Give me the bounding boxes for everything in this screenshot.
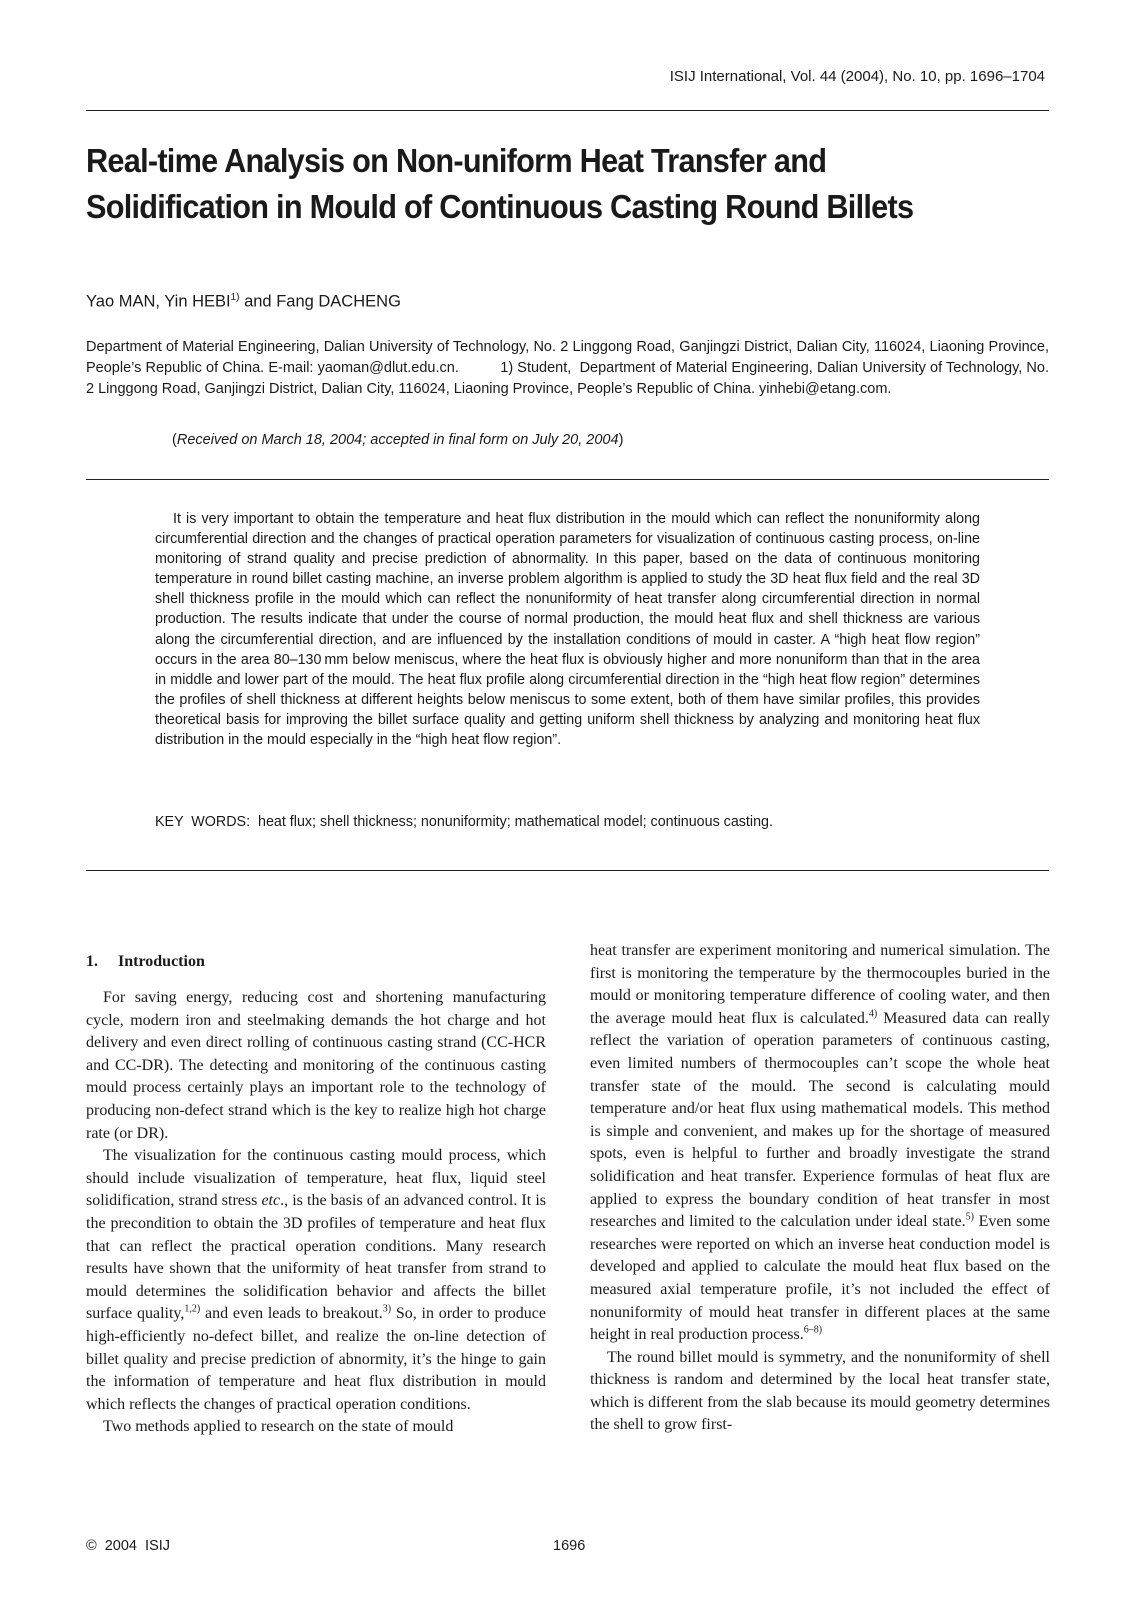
- left-column-body: [86, 987, 546, 1439]
- title-line-2: Solidification in Mould of Continuous Casting Round Billets: [86, 188, 914, 225]
- text-run: Even some researches were reported on which an inverse heat conduction model is developed and applied to calculate the mould heat flux based on the measured axial temperature profile, it’s not included the effect of nonuniformity of mould heat transfer in different places at the same height in real production process.: [590, 1213, 1050, 1344]
- text-run: heat transfer are experiment monitoring and numerical simulation. The first is monitoring the temperature by the thermocouples buried in the mould or monitoring temperature difference of cooling water, and then the average mould heat flux is calculated.: [590, 942, 1050, 1027]
- journal-citation: ISIJ International, Vol. 44 (2004), No. 10, pp. 1696–1704: [669, 68, 1045, 85]
- footer-copyright: © 2004 ISIJ: [86, 1538, 171, 1554]
- text-run: Measured data can really reflect the variation of operation parameters of continuous casting, even limited numbers of thermocouples can’t scope the whole heat transfer state of the mould. The second is calculating mould temperature and/or heat flux using mathematical models. This method is simple and convenient, and makes up for the shortage of measured spots, even is helpful to further and broadly investigate the strand solidification and heat transfer. Experience formulas of heat flux are applied to express the boundary condition of heat transfer in most researches and limited to the calculation under ideal state.: [590, 1009, 1051, 1231]
- abstract-top-rule: [86, 479, 1049, 480]
- abstract-bottom-rule: [86, 870, 1049, 871]
- keywords: KEY WORDS: heat flux; shell thickness; nonuniformity; mathematical model; continuous casting.: [155, 814, 773, 830]
- paragraph: The round billet mould is symmetry, and the nonuniformity of shell thickness is random and determined by the local heat transfer state, which is different from the slab because its mould geometry determines the shell to grow first-: [590, 1348, 1050, 1434]
- paragraph: [86, 1145, 546, 1416]
- paragraph: For saving energy, reducing cost and shortening manufacturing cycle, modern iron and steelmaking demands the hot charge and hot delivery and even direct rolling of continuous casting strand (CC-HCR and CC-DR). The detecting and monitoring of the continuous casting mould process certainly plays an important role to the technology of producing non-defect strand which is the key to realize high hot charge rate (or DR).: [86, 989, 546, 1142]
- title-line-1: Real-time Analysis on Non-uniform Heat Transfer and: [86, 142, 827, 179]
- received-text: Received on March 18, 2004; accepted in final form on July 20, 2004: [176, 432, 619, 448]
- citation-ref: 6–8): [803, 1324, 823, 1336]
- paragraph: Two methods applied to research on the state of mould: [103, 1418, 454, 1436]
- affiliation: Department of Material Engineering, Dalian University of Technology, No. 2 Linggong Road, Ganjingzi District, Dalian City, 116024, Liaoning Province, People’s Republic of China. E-mail: yaoman@dlut.edu.cn. 1) Student, Department of Material Engineering, Dalian University of Technology, No. 2 Linggong Road, Ganjingzi District, Dalian City, 116024, Liaoning Province, People’s Republic of China. yinhebi@etang.com.: [86, 339, 1049, 397]
- abstract-text: It is very important to obtain the temperature and heat flux distribution in the mould which can reflect the nonuniformity along circumferential direction and the changes of practical operation parameters for visualization of continuous casting process, on-line monitoring of strand quality and precise prediction of abnormality. In this paper, based on the data of continuous monitoring temperature in round billet casting machine, an inverse problem algorithm is applied to study the 3D heat flux field and the real 3D shell thickness profile in the mould which can reflect the nonuniformity of heat transfer along circumferential direction in normal production. The results indicate that under the course of normal production, the mould heat flux and shell thickness are various along the circumferential direction, and are influenced by the installation conditions of mould in caster. A “high heat flow region” occurs in the area 80–130 mm below meniscus, where the heat flux is obviously higher and more nonuniform than that in the area in middle and lower part of the mould. The heat flux profile along circumferential direction in the “high heat flow region” determines the profiles of shell thickness at different heights below meniscus to some extent, both of them have similar profiles, this provides theoretical basis for improving the billet surface quality and getting uniform shell thickness by analyzing and monitoring heat flux distribution in the mould especially in the “high heat flow region”.: [155, 511, 980, 749]
- text-run: The visualization for the continuous casting mould process, which should include visualization of temperature, heat flux, liquid steel solidification, strand stress: [86, 1147, 546, 1210]
- author-names: Yao MAN, Yin HEBI: [86, 292, 231, 311]
- author-list: [86, 292, 401, 312]
- page-number: 1696: [553, 1538, 586, 1554]
- paragraph: [590, 940, 1050, 1347]
- citation-ref: 5): [965, 1211, 974, 1223]
- author-names-end: and Fang DACHENG: [239, 292, 401, 311]
- section-heading-introduction: 1. Introduction: [86, 953, 205, 970]
- abstract: [155, 509, 980, 750]
- citation-ref: 4): [868, 1008, 878, 1020]
- top-rule: [86, 110, 1049, 111]
- citation-ref: 1,2): [184, 1303, 201, 1315]
- citation-ref: 3): [382, 1303, 392, 1315]
- text-run: and even leads to breakout.: [200, 1305, 383, 1323]
- right-column-body: [590, 940, 1050, 1437]
- text-run: ., is the basis of an advanced control. It is the precondition to obtain the 3D profiles of temperature and heat flux that can reflect the practical operation conditions. Many research results have shown that the uniformity of heat transfer from strand to mould determines the solidification behavior and affects the billet surface quality,: [86, 1192, 546, 1323]
- author-footnote-marker: 1): [230, 292, 240, 303]
- text-run: So, in order to produce high-efficiently no-defect billet, and realize the on-line detection of billet quality and precise prediction of abnormity, it’s the hinge to gain the information of temperature and heat flux distribution in mould which reflects the changes of practical operation conditions.: [86, 1305, 547, 1413]
- text-run-italic: etc: [261, 1192, 281, 1210]
- paper-title: [86, 138, 979, 230]
- received-dates: (Received on March 18, 2004; accepted in final form on July 20, 2004): [172, 432, 624, 448]
